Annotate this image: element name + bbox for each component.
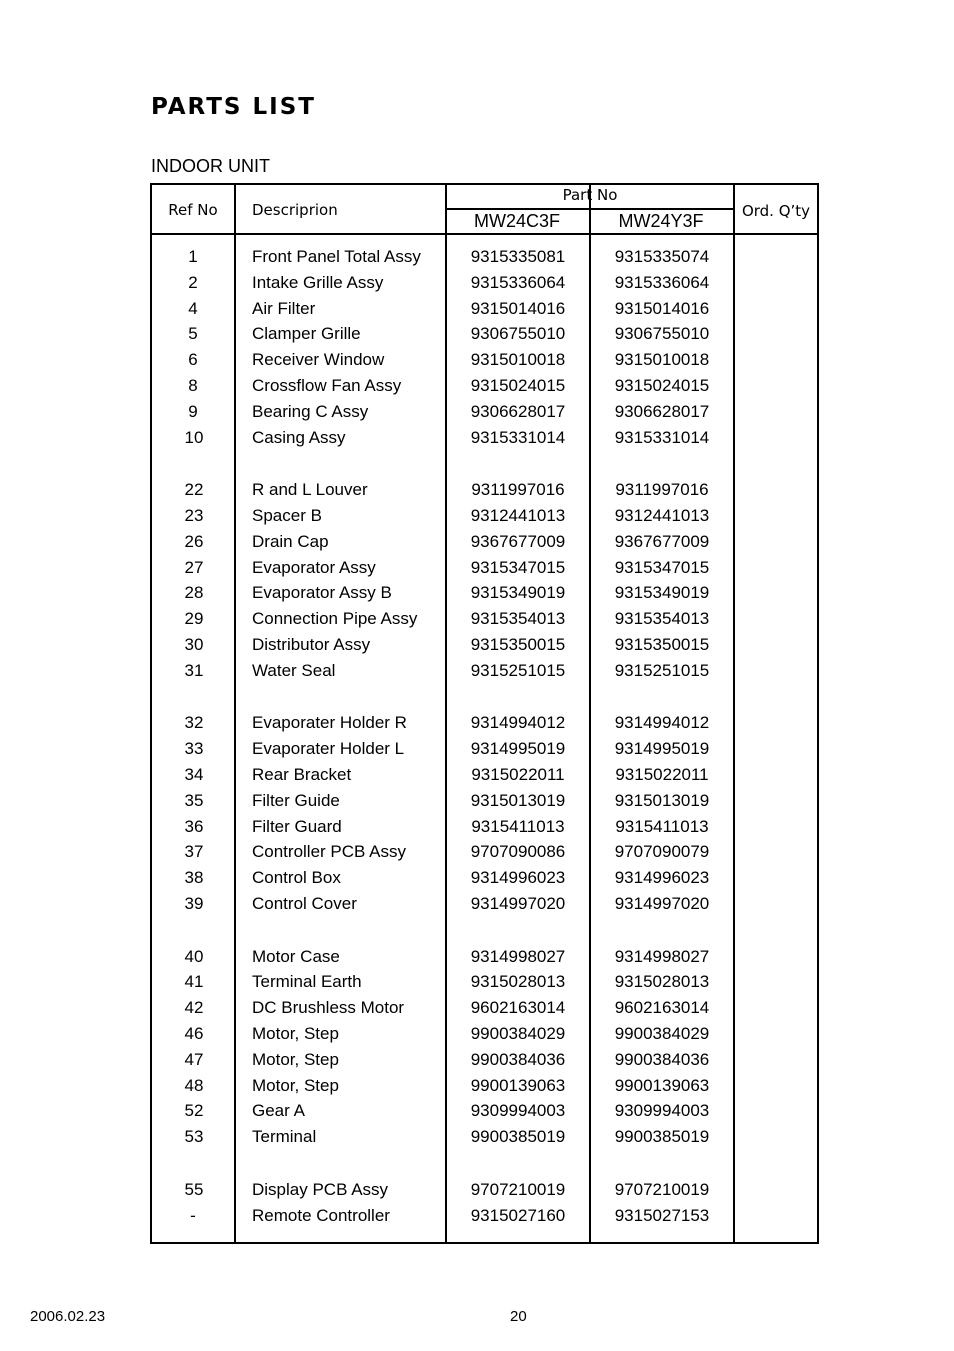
ref-no-cell: 29 [184, 609, 204, 629]
part-no-model-1-cell: 9315022011 [471, 765, 565, 784]
part-no-model-2-cell: 9314998027 [614, 946, 710, 966]
description-cell: Motor, Step [252, 1024, 339, 1043]
ref-no-cell: 31 [184, 660, 204, 680]
part-no-model-2-cell: 9315013019 [614, 790, 710, 810]
table-row [152, 350, 817, 376]
description-cell: Receiver Window [252, 350, 385, 370]
part-no-model-2-cell: 9900384036 [614, 1049, 710, 1069]
part-no-model-1-cell: 9312441013 [470, 506, 566, 525]
table-row [152, 817, 817, 843]
ref-no-cell: 36 [184, 816, 204, 836]
ref-no-cell: 55 [184, 1179, 204, 1199]
part-no-model-2-cell: 9315024015 [614, 376, 710, 395]
part-no-model-1-cell: 9314994012 [470, 713, 566, 733]
part-no-model-1-cell: 9707090086 [470, 842, 566, 862]
description-cell: Rear Bracket [252, 765, 352, 784]
header-order-qty: Ord. Q’ty [741, 202, 811, 220]
table-row [152, 972, 817, 998]
section-subtitle: INDOOR UNIT [151, 156, 270, 176]
description-cell: Motor, Step [252, 1049, 339, 1069]
part-no-model-1-cell: 9315024015 [470, 376, 566, 395]
description-cell: Control Box [252, 868, 341, 888]
part-no-model-1-cell: 9306628017 [470, 401, 566, 421]
ref-no-cell: 38 [184, 868, 204, 888]
ref-no-cell: 8 [188, 376, 198, 395]
part-no-model-2-cell: 9314995019 [614, 739, 710, 759]
part-no-model-1-cell: 9314997020 [470, 894, 566, 913]
description-cell: Intake Grille Assy [252, 272, 384, 292]
part-no-model-1-cell: 9315028013 [470, 972, 566, 992]
part-no-model-2-cell: 9314994012 [614, 713, 710, 733]
footer-date: 2006.02.23 [30, 1308, 106, 1325]
description-cell: Crossflow Fan Assy [252, 376, 402, 395]
ref-no-cell: 6 [188, 350, 198, 370]
description-cell: Drain Cap [252, 531, 329, 551]
table-row [152, 299, 817, 325]
description-cell: Water Seal [252, 660, 336, 680]
table-row [152, 842, 817, 868]
description-cell: Air Filter [252, 298, 316, 318]
part-no-model-1-cell: 9315013019 [470, 790, 566, 810]
header-bottom-rule [152, 233, 817, 235]
description-cell: Display PCB Assy [252, 1179, 389, 1199]
ref-no-cell: 48 [184, 1075, 204, 1095]
description-cell: Evaporater Holder R [252, 713, 407, 733]
part-no-model-1-cell: 9707210019 [470, 1179, 566, 1199]
ref-no-cell: 10 [184, 427, 204, 447]
ref-no-cell: 47 [184, 1049, 204, 1069]
part-no-model-2-cell: 9315027153 [614, 1205, 710, 1225]
ref-no-cell: 27 [184, 557, 204, 577]
ref-no-cell: 2 [188, 272, 198, 292]
table-row [152, 739, 817, 765]
part-no-model-2-cell: 9315010018 [614, 350, 710, 370]
part-no-model-1-cell: 9900384029 [470, 1024, 566, 1043]
ref-no-cell: 42 [184, 998, 204, 1018]
table-row [152, 661, 817, 687]
part-no-model-1-cell: 9309994003 [470, 1101, 566, 1121]
part-no-model-1-cell: 9367677009 [470, 531, 566, 551]
table-row [152, 868, 817, 894]
part-no-model-2-cell: 9900385019 [614, 1127, 710, 1147]
header-model-1: MW24C3F [473, 211, 560, 231]
part-no-model-1-cell: 9311997016 [471, 480, 565, 500]
description-cell: Filter Guide [252, 790, 340, 810]
table-row [152, 532, 817, 558]
part-no-model-1-cell: 9315331014 [470, 427, 566, 447]
description-cell: Evaporator Assy [252, 557, 376, 577]
part-no-model-1-cell: 9602163014 [470, 998, 566, 1018]
part-no-model-1-cell: 9315349019 [470, 583, 566, 603]
ref-no-cell: 41 [184, 972, 204, 992]
ref-no-cell: 46 [184, 1024, 204, 1043]
part-no-model-2-cell: 9306755010 [614, 324, 710, 344]
table-row [152, 583, 817, 609]
table-row [152, 480, 817, 506]
description-cell: Control Cover [252, 894, 357, 913]
part-no-model-2-cell: 9602163014 [614, 998, 710, 1018]
header-part-no: Part No [562, 186, 618, 204]
ref-no-cell: 22 [184, 480, 204, 500]
description-cell: Motor, Step [252, 1075, 339, 1095]
description-cell: Evaporator Assy B [252, 583, 392, 603]
ref-no-cell: 5 [188, 324, 198, 344]
part-no-model-1-cell: 9315027160 [470, 1205, 566, 1225]
part-no-model-1-cell: 9314998027 [470, 946, 566, 966]
ref-no-cell: 28 [184, 583, 204, 603]
part-no-model-1-cell: 9315251015 [470, 660, 566, 680]
part-no-model-1-cell: 9315411013 [471, 816, 565, 836]
table-row [152, 791, 817, 817]
part-no-model-2-cell: 9314996023 [614, 868, 710, 888]
description-cell: Front Panel Total Assy [252, 247, 421, 266]
header-description: Descriprion [252, 201, 338, 219]
table-row [152, 1024, 817, 1050]
part-no-model-1-cell: 9315350015 [470, 635, 566, 654]
ref-no-cell: 1 [188, 247, 198, 266]
table-row [152, 1050, 817, 1076]
description-cell: Gear A [252, 1101, 305, 1121]
table-row [152, 273, 817, 299]
part-no-model-1-cell: 9900384036 [470, 1049, 566, 1069]
table-row [152, 247, 817, 273]
header-model-2: MW24Y3F [618, 211, 704, 231]
part-no-model-1-cell: 9315010018 [470, 350, 566, 370]
part-no-model-1-cell: 9900139063 [470, 1075, 566, 1095]
table-row [152, 609, 817, 635]
header-ref-no: Ref No [168, 201, 218, 219]
description-cell: Spacer B [252, 506, 322, 525]
description-cell: Controller PCB Assy [252, 842, 406, 862]
ref-no-cell: 39 [184, 894, 204, 913]
ref-no-cell: 23 [184, 506, 204, 525]
part-no-model-1-cell: 9315347015 [470, 557, 566, 577]
part-no-model-2-cell: 9315331014 [614, 427, 710, 447]
parts-table [150, 183, 819, 1244]
description-cell: Casing Assy [252, 427, 346, 447]
table-row [152, 376, 817, 402]
part-no-model-1-cell: 9315014016 [470, 298, 566, 318]
part-no-model-2-cell: 9315336064 [614, 272, 710, 292]
part-no-model-2-cell: 9315022011 [615, 765, 709, 784]
part-no-model-2-cell: 9707090079 [614, 842, 710, 862]
description-cell: Remote Controller [252, 1205, 390, 1225]
part-no-model-2-cell: 9315028013 [614, 972, 710, 992]
description-cell: DC Brushless Motor [252, 998, 405, 1018]
description-cell: Connection Pipe Assy [252, 609, 418, 629]
description-cell: R and L Louver [252, 480, 368, 500]
table-row [152, 1101, 817, 1127]
description-cell: Terminal [252, 1127, 317, 1147]
ref-no-cell: 52 [184, 1101, 204, 1121]
table-row [152, 998, 817, 1024]
ref-no-cell: 32 [184, 713, 204, 733]
part-no-model-2-cell: 9315354013 [614, 609, 710, 629]
part-no-model-1-cell: 9314996023 [470, 868, 566, 888]
description-cell: Terminal Earth [252, 972, 362, 992]
part-no-model-2-cell: 9314997020 [614, 894, 710, 913]
part-no-model-2-cell: 9315349019 [614, 583, 710, 603]
part-no-model-2-cell: 9315014016 [614, 298, 710, 318]
description-cell: Filter Guard [252, 816, 342, 836]
table-row [152, 402, 817, 428]
part-no-model-2-cell: 9315251015 [614, 660, 710, 680]
part-no-model-2-cell: 9315347015 [614, 557, 710, 577]
description-cell: Distributor Assy [252, 635, 371, 654]
ref-no-cell: 40 [184, 946, 204, 966]
ref-no-cell: 4 [188, 298, 198, 318]
part-no-model-2-cell: 9900139063 [614, 1075, 710, 1095]
part-no-model-1-cell: 9315336064 [470, 272, 566, 292]
table-row [152, 558, 817, 584]
header-divider [445, 208, 735, 210]
description-cell: Evaporater Holder L [252, 739, 405, 759]
description-cell: Clamper Grille [252, 324, 361, 344]
table-row [152, 635, 817, 661]
ref-no-cell: 37 [184, 842, 204, 862]
part-no-model-2-cell: 9311997016 [615, 480, 709, 500]
table-row [152, 1180, 817, 1206]
ref-no-cell: 34 [184, 765, 204, 784]
table-row [152, 1206, 817, 1232]
part-no-model-1-cell: 9900385019 [470, 1127, 566, 1147]
part-no-model-2-cell: 9315411013 [615, 816, 709, 836]
part-no-model-1-cell: 9315354013 [470, 609, 566, 629]
table-row [152, 506, 817, 532]
ref-no-cell: 35 [184, 790, 204, 810]
part-no-model-1-cell: 9306755010 [470, 324, 566, 344]
table-row [152, 1076, 817, 1102]
ref-no-cell: - [190, 1205, 196, 1225]
part-no-model-2-cell: 9315350015 [614, 635, 710, 654]
part-no-model-1-cell: 9315335081 [470, 247, 566, 266]
part-no-model-1-cell: 9314995019 [470, 739, 566, 759]
ref-no-cell: 9 [188, 401, 198, 421]
part-no-model-2-cell: 9312441013 [614, 506, 710, 525]
part-no-model-2-cell: 9707210019 [614, 1179, 710, 1199]
part-no-model-2-cell: 9309994003 [614, 1101, 710, 1121]
table-row [152, 765, 817, 791]
description-cell: Motor Case [252, 946, 340, 966]
part-no-model-2-cell: 9900384029 [614, 1024, 710, 1043]
table-row [152, 1127, 817, 1153]
table-row [152, 894, 817, 920]
table-row [152, 713, 817, 739]
description-cell: Bearing C Assy [252, 401, 369, 421]
ref-no-cell: 26 [184, 531, 204, 551]
table-row [152, 428, 817, 454]
ref-no-cell: 30 [184, 635, 204, 654]
ref-no-cell: 33 [184, 739, 204, 759]
page-title: PARTS LIST [151, 94, 316, 120]
part-no-model-2-cell: 9315335074 [614, 247, 710, 266]
part-no-model-2-cell: 9306628017 [614, 401, 710, 421]
part-no-model-2-cell: 9367677009 [614, 531, 710, 551]
ref-no-cell: 53 [184, 1127, 204, 1147]
table-row [152, 324, 817, 350]
table-row [152, 947, 817, 973]
page-number: 20 [510, 1308, 527, 1325]
